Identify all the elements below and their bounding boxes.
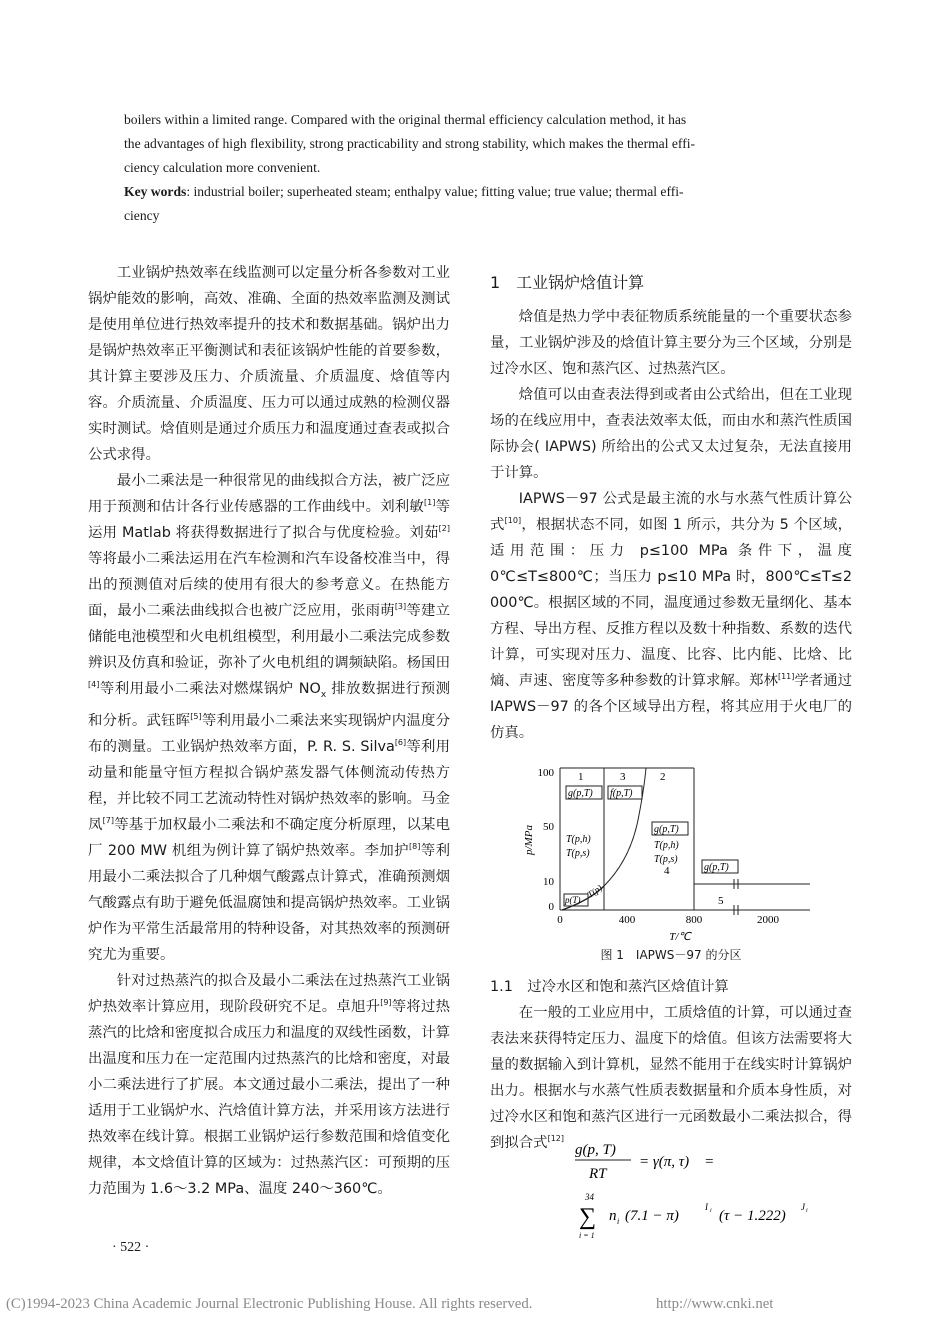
formula-numerator: g(p, T) — [575, 1142, 616, 1158]
y-tick-0: 0 — [548, 901, 554, 913]
y-tick-10: 10 — [543, 876, 554, 888]
formula-term-1: (7.1 − π) — [625, 1208, 679, 1224]
left-paragraph-1: 工业锅炉热效率在线监测可以定量分析各参数对工业锅炉能效的影响，高效、准确、全面的热效率监测及测试是使用单位进行热效率提升的技术和数据基础。锅炉出力是锅炉热效率正平衡测试和表征该锅炉性能的首要参数，其计算主要涉及压力、介质流量、介质温度、焓值等内容。介质流量、介质温度、压力可以通过成熟的检测仪器实时测试。焓值则是通过介质压力和温度通过查表或拟合公式求得。 — [88, 265, 450, 463]
x-tick-0: 0 — [557, 914, 563, 926]
y-tick-100: 100 — [537, 767, 554, 779]
ref-10[interactable]: [10] — [504, 516, 522, 526]
keywords-continued: ciency — [124, 208, 160, 223]
footer-copyright: (C)1994-2023 China Academic Journal Electronic Publishing House. All rights reserved. — [6, 1296, 533, 1312]
sum-symbol: ∑ — [579, 1204, 597, 1230]
abstract-line-3: ciency calculation more convenient. — [124, 160, 321, 175]
formula-ni: n — [609, 1208, 617, 1224]
sum-upper-limit: 34 — [585, 1192, 594, 1202]
abstract-block — [124, 108, 830, 228]
x-tick-400: 400 — [618, 914, 636, 926]
right-paragraph-1: 焓值是热力学中表征物质系统能量的一个重要状态参量，工业锅炉涉及的焓值计算主要分为三个区域，分别是过冷水区、饱和蒸汽区、过热蒸汽区。 — [490, 309, 852, 377]
right-paragraph-4: 在一般的工业应用中，工质焓值的计算，可以通过查表法来获得特定压力、温度下的焓值。但该方法需要将大量的数据输入到计算机，显然不能用于在线实时计算锅炉出力。根据水与水蒸气性质表数据量和介质本身性质，对过冷水区和饱和蒸汽区进行一元函数最小二乘法拟合，得到拟合式[12] — [490, 1005, 852, 1151]
ref-5[interactable]: [5] — [190, 712, 202, 722]
ref-9[interactable]: [9] — [380, 998, 392, 1008]
footer — [6, 1296, 946, 1313]
right-paragraph-3: IAPWS－97 公式是最主流的水与水蒸气性质计算公式[10]，根据状态不同，如图 1 所示，共分为 5 个区域，适用范围：压力 p≤100 MPa 条件下，温度 0℃≤T≤800℃；当压力 p≤10 MPa 时，800℃≤T≤2 000℃。根据区域的不同，温度通过参数无量纲化、基本方程、导出方程、反推方程以及数十种指数、系数的迭代计算，可实现对压力、温度、比容、比内能、比焓、比熵、声速、密度等多种参数的计算求解。郑林[11]学者通过 IAPWS－97 的各个区域导出方程，将其应用于火电厂的仿真。 — [490, 491, 852, 741]
right-paragraph-2: 焓值可以由查表法得到或者由公式给出，但在工业现场的在线应用中，查表法效率太低，而由水和蒸汽性质国际协会( IAPWS) 所给出的公式又太过复杂，无法直接用于计算。 — [490, 387, 852, 481]
formula-term-2: (τ − 1.222) — [719, 1208, 786, 1224]
footer-url[interactable]: http://www.cnki.net — [656, 1296, 774, 1312]
right-column — [490, 260, 852, 1156]
formula-exp-i: I — [705, 1202, 708, 1212]
formula-exp-i-sub: i — [710, 1208, 712, 1214]
ref-2[interactable]: [2] — [438, 524, 450, 534]
y-axis-label: p/MPa — [523, 825, 535, 855]
label-tph-region2: T(p,h) — [654, 840, 679, 851]
formula-exp-j-sub: i — [806, 1208, 808, 1214]
abstract-line-2: the advantages of high flexibility, strong practicability and strong stability, which makes the thermal effi- — [124, 136, 696, 151]
ref-11[interactable]: [11] — [777, 672, 795, 682]
abstract-line-1: boilers within a limited range. Compared with the original thermal efficiency calculation method, it has — [124, 112, 687, 127]
label-g-region5: g(p,T) — [704, 862, 729, 873]
figure-caption: 图 1 IAPWS－97 的分区 — [600, 948, 742, 962]
ref-4[interactable]: [4] — [88, 680, 100, 690]
label-t-of-p: T(p) — [585, 882, 604, 900]
section-heading-1-1: 1.1 过冷水区和饱和蒸汽区焓值计算 — [490, 979, 729, 995]
ref-1[interactable]: [1] — [424, 498, 436, 508]
section-heading-1: 1 工业锅炉焓值计算 — [490, 273, 645, 292]
x-tick-2000: 2000 — [757, 914, 779, 926]
ref-6[interactable]: [6] — [394, 738, 407, 748]
label-tps-region2: T(p,s) — [654, 854, 678, 865]
x-axis-label: T/℃ — [669, 931, 691, 943]
formula-exp-j: J — [801, 1202, 805, 1212]
label-g-region1: g(p,T) — [568, 788, 593, 799]
region-label-3: 3 — [620, 771, 626, 783]
formula-denominator: RT — [589, 1166, 607, 1182]
sum-lower-limit: i = 1 — [579, 1231, 595, 1240]
ref-3[interactable]: [3] — [394, 602, 407, 612]
formula-ni-sub: i — [617, 1217, 620, 1226]
label-g-region2: g(p,T) — [654, 824, 679, 835]
keywords-text: : industrial boiler; superheated steam; enthalpy value; fitting value; true value; thermal effi- — [186, 184, 684, 199]
region-label-4: 4 — [664, 865, 670, 877]
region-label-1: 1 — [578, 771, 584, 783]
label-tph-region1: T(p,h) — [566, 834, 591, 845]
ref-12[interactable]: [12] — [547, 1134, 564, 1144]
page-number: · 522 · — [112, 1240, 150, 1255]
keywords-label: Key words — [124, 184, 187, 199]
formula-rhs: = γ(π, τ) = — [639, 1154, 715, 1170]
left-paragraph-3: 针对过热蒸汽的拟合及最小二乘法在过热蒸汽工业锅炉热效率计算应用，现阶段研究不足。卓旭升[9]等将过热蒸汽的比焓和密度拟合成压力和温度的双线性函数，计算出温度和压力在一定范围内过热蒸汽的比焓和密度，对最小二乘法进行了扩展。本文通过最小二乘法，提出了一种适用于工业锅炉水、汽焓值计算方法，并采用该方法进行热效率在线计算。根据工业锅炉运行参数范围和焓值变化规律，本文焓值计算的区域为：过热蒸汽区：可预期的压力范围为 1.6～3.2 MPa、温度 240～360℃。 — [88, 972, 450, 1197]
label-p-of-t: p(T) — [565, 895, 581, 905]
region-label-5: 5 — [718, 895, 724, 907]
iapws-region-diagram — [520, 760, 820, 945]
label-tps-region1: T(p,s) — [566, 848, 590, 859]
x-tick-800: 800 — [685, 914, 703, 926]
fitting-formula — [575, 1138, 835, 1248]
keywords — [124, 180, 830, 204]
left-paragraph-2: 最小二乘法是一种很常见的曲线拟合方法，被广泛应用于预测和估计各行业传感器的工作曲线中。刘利敏[1]等运用 Matlab 将获得数据进行了拟合与优度检验。刘茹[2]等将最小二乘法运用在汽车检测和汽车设备校准当中，得出的预测值对后续的使用有很大的参考意义。在热能方面，最小二乘法曲线拟合也被广泛应用，张雨萌[3]等建立储能电池模型和火电机组模型，利用最小二乘法完成参数辨识及仿真和验证，弥补了火电机组的调频缺陷。杨国田[4]等利用最小二乘法对燃煤锅炉 $NO_x$ 排放数据进行预测和分析。武钰晖[5]等利用最小二乘法来实现锅炉内温度分布的测量。工业锅炉热效率方面，P. R. S. Silva[6]等利用动量和能量守恒方程拟合锅炉蒸发器气体侧流动传热方程，并比较不同工艺流动特性对锅炉热效率的影响。马金凤[7]等基于加权最小二乘法和不确定度分析原理，以某电厂 200 MW 机组为例计算了锅炉热效率。李加护[8]等利用最小二乘法拟合了几种烟气酸露点计算式，准确预测烟气酸露点有助于避免低温腐蚀和提高锅炉热效率。工业锅炉作为平常生活最常用的特种设备，对其热效率的预测研究尤为重要。 — [88, 473, 451, 963]
left-column — [88, 260, 450, 1202]
region-label-2: 2 — [660, 771, 666, 783]
label-f-region3: f(p,T) — [610, 788, 633, 799]
ref-7[interactable]: [7] — [102, 816, 114, 826]
y-tick-50: 50 — [543, 821, 554, 833]
ref-8[interactable]: [8] — [409, 842, 421, 852]
